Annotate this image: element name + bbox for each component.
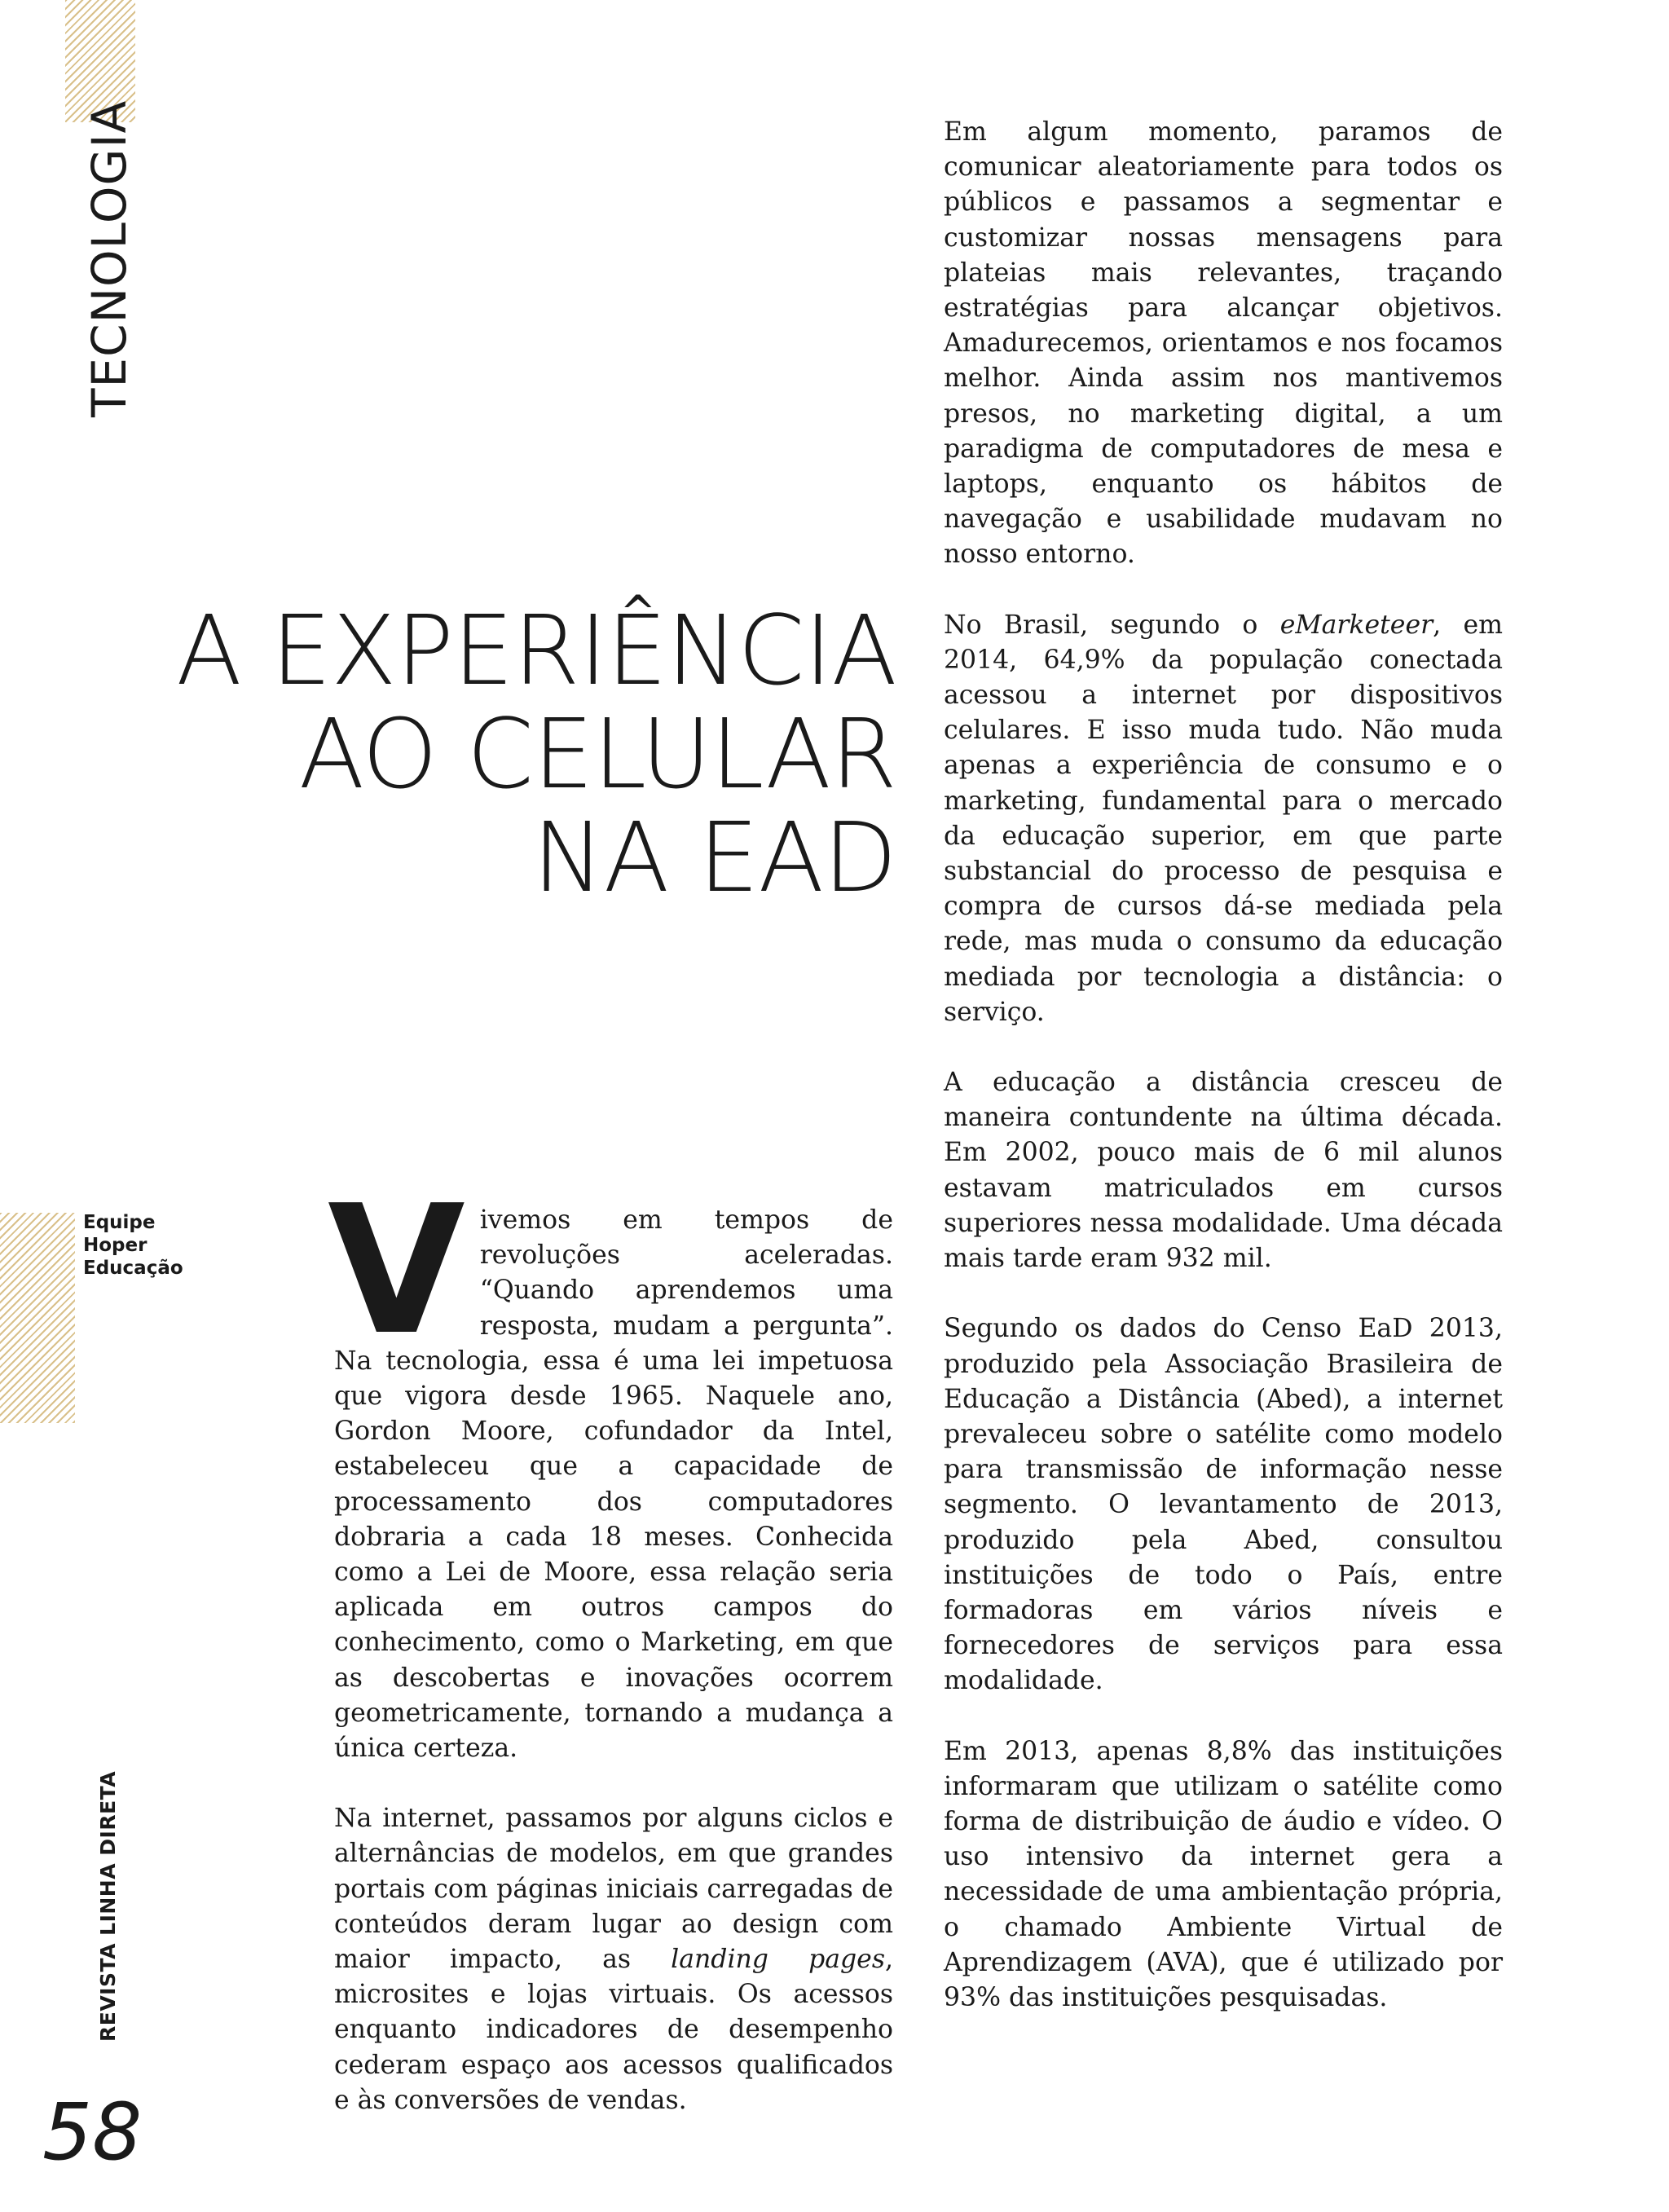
section-label: TECNOLOGIA — [81, 99, 137, 417]
paragraph-1-text: ivemos em tempos de revoluções aceleradas. “Quando aprendemos uma resposta, mudam a pergunta”. Na tecnologia, essa é uma lei impetuosa que vigora desde 1965. Naquele ano, Gordon Moore, cofundador da Intel, estabeleceu que a capacidade de processamento dos computadores dobraria a cada 18 meses. Conhecida como a Lei de Moore, essa relação seria aplicada em outros campos do conhecimento, como o Marketing, em que as descobertas e inovações ocorrem geometricamente, tornando a mudança a única certeza. — [334, 1205, 893, 1764]
article-headline — [81, 594, 896, 914]
article-column-left — [328, 1168, 893, 2153]
article-paragraph-2 — [334, 1801, 893, 2118]
author-byline — [83, 1211, 197, 1280]
author-line-1: Equipe — [83, 1212, 156, 1233]
author-line-3: Educação — [83, 1258, 183, 1279]
magazine-name: REVISTA LINHA DIRETA — [96, 1770, 120, 2042]
article-column-right — [944, 115, 1503, 2051]
article-paragraph-5: A educação a distância cresceu de maneira contundente na última década. Em 2002, pouco mais de 6 mil alunos estavam matriculados em cursos superiores nessa modalidade. Uma década mais tarde eram 932 mil. — [944, 1068, 1503, 1274]
article-paragraph-1 — [328, 1168, 893, 1766]
paragraph-4-italic: eMarketeer — [1279, 610, 1433, 640]
paragraph-2-text-b: , microsites e lojas virtuais. Os acessos enquanto indicadores de desempenho cederam espaço aos acessos qualificados e às conversões de vendas. — [334, 1945, 893, 2115]
article-paragraph-4 — [944, 608, 1503, 1030]
drop-cap: V — [328, 1168, 465, 1374]
author-line-2: Hoper — [83, 1235, 148, 1256]
paragraph-2-italic: landing pages — [671, 1945, 885, 1975]
headline-line-3: NA EAD — [532, 801, 896, 914]
article-paragraph-6: Segundo os dados do Censo EaD 2013, produzido pela Associação Brasileira de Educação a Distância (Abed), a internet prevaleceu sobre o satélite como modelo para transmissão de informação nesse segmento. O levantamento de 2013, produzido pela Abed, consultou instituições de todo o País, entre formadoras em vários níveis e fornecedores de serviços para essa modalidade. — [944, 1314, 1503, 1696]
decorative-hatch-middle — [0, 1213, 75, 1423]
paragraph-4-text-a: No Brasil, segundo o — [944, 610, 1280, 640]
paragraph-4-text-b: , em 2014, 64,9% da população conectada acessou a internet por dispositivos celulares. E isso muda tudo. Não muda apenas a experiência de consumo e o marketing, fundamental para o mercado da educação superior, em que parte substancial do processo de pesquisa e compra de cursos dá-se mediada pela rede, mas muda o consumo da educação mediada por tecnologia a distância: o serviço. — [944, 610, 1503, 1027]
headline-line-2: AO CELULAR — [298, 698, 896, 810]
page-number: 58 — [42, 2086, 143, 2178]
article-paragraph-7: Em 2013, apenas 8,8% das instituições informaram que utilizam o satélite como forma de distribuição de áudio e vídeo. O uso intensivo da internet gera a necessidade de uma ambientação própria, o chamado Ambiente Virtual de Aprendizagem (AVA), que é utilizado por 93% das instituições pesquisadas. — [944, 1736, 1503, 2012]
headline-line-1: A EXPERIÊNCIA — [176, 594, 896, 707]
paragraph-2-text-a: Na internet, passamos por alguns ciclos e alternâncias de modelos, em que grandes portais com páginas iniciais carregadas de conteúdos deram lugar ao design com maior impacto, as — [334, 1804, 893, 1975]
article-paragraph-3: Em algum momento, paramos de comunicar aleatoriamente para todos os públicos e passamos a segmentar e customizar nossas mensagens para plateias mais relevantes, traçando estratégias para alcançar objetivos. Amadurecemos, orientamos e nos focamos melhor. Ainda assim nos mantivemos presos, no marketing digital, a um paradigma de computadores de mesa e laptops, enquanto os hábitos de navegação e usabilidade mudavam no nosso entorno. — [944, 117, 1503, 570]
